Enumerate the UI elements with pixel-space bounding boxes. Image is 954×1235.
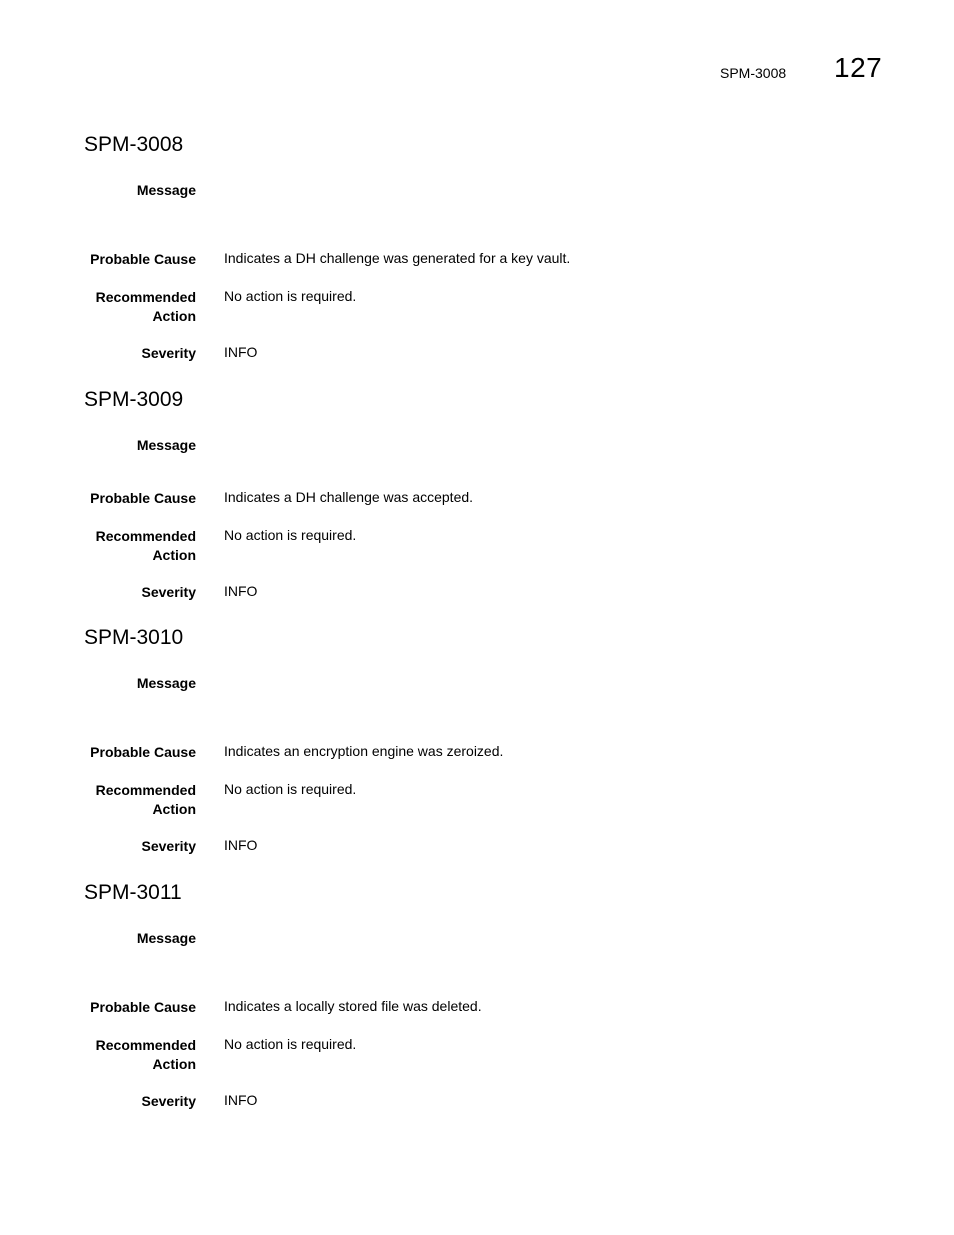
probable-cause-value: Indicates a DH challenge was accepted. xyxy=(224,489,474,505)
recommended-label-line2: Action xyxy=(152,801,196,817)
probable-cause-value: Indicates a locally stored file was deleted. xyxy=(224,998,482,1014)
severity-value: INFO xyxy=(224,837,258,853)
recommended-action-label xyxy=(66,527,196,565)
recommended-label-line2: Action xyxy=(152,308,196,324)
message-label: Message xyxy=(136,437,196,453)
probable-cause-label: Probable Cause xyxy=(90,490,196,506)
probable-cause-label: Probable Cause xyxy=(90,999,196,1015)
recommended-action-label xyxy=(66,288,196,326)
severity-value: INFO xyxy=(224,1092,258,1108)
probable-cause-value: Indicates a DH challenge was generated for a key vault. xyxy=(224,250,571,266)
entry-title: SPM-3011 xyxy=(84,881,182,904)
running-header-section: SPM-3008 xyxy=(720,65,787,81)
probable-cause-label: Probable Cause xyxy=(90,744,196,760)
recommended-label-line1: Recommended xyxy=(95,289,196,305)
recommended-label-line2: Action xyxy=(152,1056,196,1072)
severity-label: Severity xyxy=(141,584,196,600)
message-label: Message xyxy=(136,675,196,691)
entry-title: SPM-3008 xyxy=(84,133,184,156)
probable-cause-label: Probable Cause xyxy=(90,251,196,267)
message-label: Message xyxy=(136,930,196,946)
entry-title: SPM-3010 xyxy=(84,626,184,649)
severity-value: INFO xyxy=(224,344,258,360)
severity-label: Severity xyxy=(141,838,196,854)
recommended-action-label xyxy=(66,1036,196,1074)
severity-value: INFO xyxy=(224,583,258,599)
recommended-action-value: No action is required. xyxy=(224,288,357,304)
recommended-action-value: No action is required. xyxy=(224,527,357,543)
recommended-label-line1: Recommended xyxy=(95,1037,196,1053)
message-label: Message xyxy=(136,182,196,198)
probable-cause-value: Indicates an encryption engine was zeroized. xyxy=(224,743,504,759)
severity-label: Severity xyxy=(141,345,196,361)
recommended-label-line1: Recommended xyxy=(95,782,196,798)
recommended-action-value: No action is required. xyxy=(224,781,357,797)
severity-label: Severity xyxy=(141,1093,196,1109)
recommended-label-line1: Recommended xyxy=(95,528,196,544)
recommended-action-value: No action is required. xyxy=(224,1036,357,1052)
entry-title: SPM-3009 xyxy=(84,388,184,411)
recommended-label-line2: Action xyxy=(152,547,196,563)
recommended-action-label xyxy=(66,781,196,819)
page-number: 127 xyxy=(834,52,883,83)
